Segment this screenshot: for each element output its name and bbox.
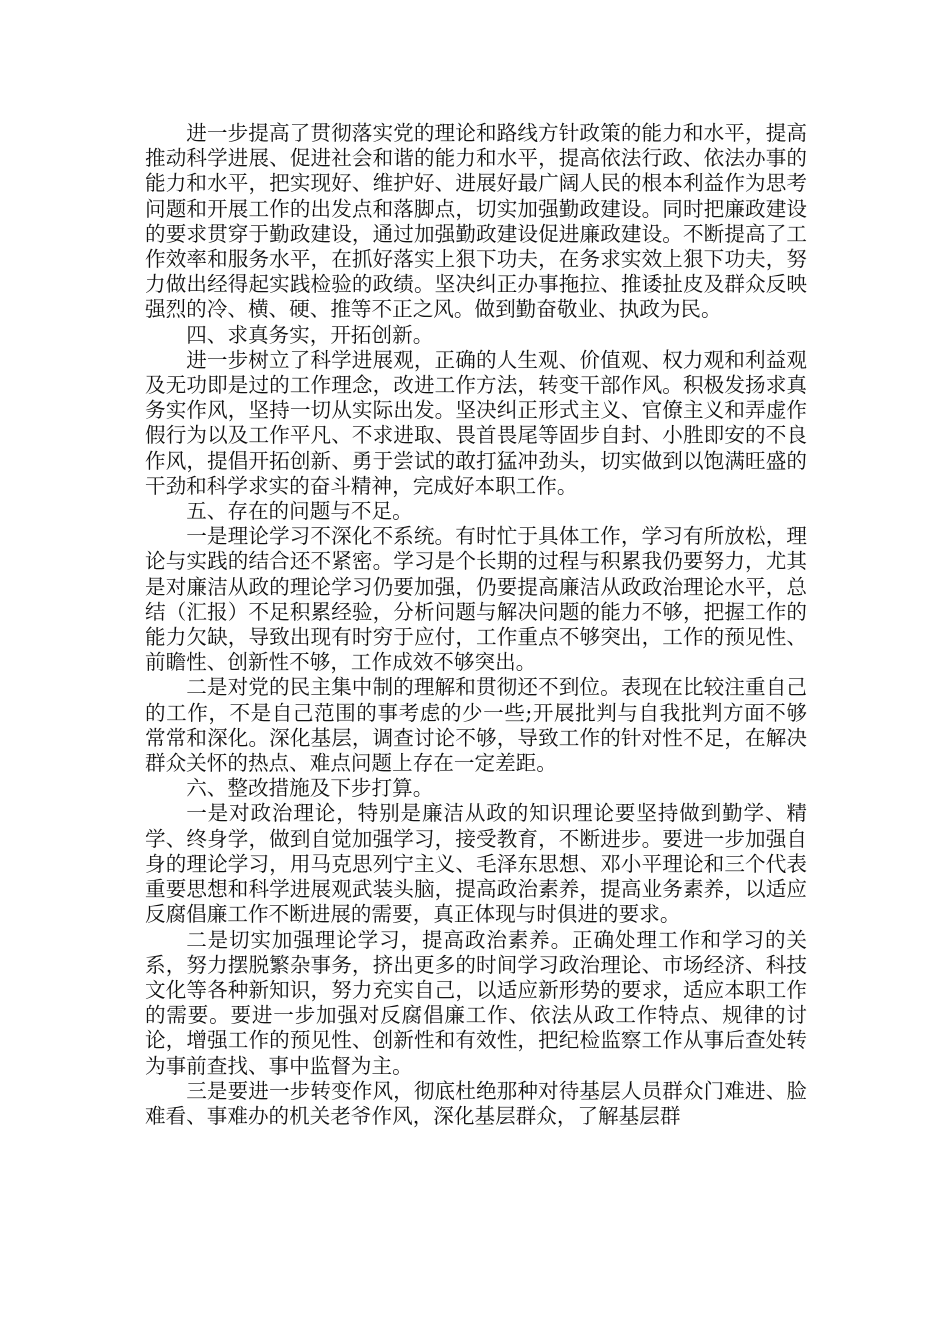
heading-section-six: 六、整改措施及下步打算。 xyxy=(186,776,434,801)
paragraph-measure-three: 三是要进一步转变作风，彻底杜绝那种对待基层人员群众门难进、脸难看、事难办的机关老爷作风，深化基层群众，了解基层群 xyxy=(145,1078,807,1128)
paragraph-measure-two: 二是切实加强理论学习，提高政治素养。正确处理工作和学习的关系，努力摆脱繁杂事务，挤出更多的时间学习政治理论、市场经济、科技文化等各种新知识，努力充实自己，以适应新形势的要求，适应本职工作的需要。要进一步加强对反腐倡廉工作、依法从政工作特点、规律的讨论，增强工作的预见性、创新性和有效性，把纪检监察工作从事后查处转为事前查找、事中监督为主。 xyxy=(145,927,807,1078)
document-body xyxy=(145,121,807,1129)
paragraph-problem-two: 二是对党的民主集中制的理解和贯彻还不到位。表现在比较注重自己的工作，不是自己范围的事考虑的少一些;开展批判与自我批判方面不够常常和深化。深化基层，调查讨论不够，导致工作的针对性不足，在解决群众关怀的热点、难点问题上存在一定差距。 xyxy=(145,675,807,776)
paragraph-pragmatic-innovation: 进一步树立了科学进展观，正确的人生观、价值观、权力观和利益观及无功即是过的工作理念，改进工作方法，转变干部作风。积极发扬求真务实作风，坚持一切从实际出发。坚决纠正形式主义、官僚主义和弄虚作假行为以及工作平凡、不求进取、畏首畏尾等固步自封、小胜即安的不良作风，提倡开拓创新、勇于尝试的敢打猛冲劲头，切实做到以饱满旺盛的干劲和科学求实的奋斗精神，完成好本职工作。 xyxy=(145,347,807,498)
heading-section-four: 四、求真务实，开拓创新。 xyxy=(186,322,434,347)
paragraph-problem-one: 一是理论学习不深化不系统。有时忙于具体工作，学习有所放松，理论与实践的结合还不紧密。学习是个长期的过程与积累我仍要努力，尤其是对廉洁从政的理论学习仍要加强，仍要提高廉洁从政政治理论水平，总结（汇报）不足积累经验，分析问题与解决问题的能力不够，把握工作的能力欠缺，导致出现有时穷于应付，工作重点不够突出，工作的预见性、前瞻性、创新性不够，工作成效不够突出。 xyxy=(145,524,807,675)
paragraph-diligent-governance: 进一步提高了贯彻落实党的理论和路线方针政策的能力和水平，提高推动科学进展、促进社会和谐的能力和水平，提高依法行政、依法办事的能力和水平，把实现好、维护好、进展好最广阔人民的根本利益作为思考问题和开展工作的出发点和落脚点，切实加强勤政建设。同时把廉政建设的要求贯穿于勤政建设，通过加强勤政建设促进廉政建设。不断提高了工作效率和服务水平，在抓好落实上狠下功夫，在务求实效上狠下功夫，努力做出经得起实践检验的政绩。坚决纠正办事拖拉、推诿扯皮及群众反映强烈的冷、横、硬、推等不正之风。做到勤奋敬业、执政为民。 xyxy=(145,121,807,322)
heading-section-five: 五、存在的问题与不足。 xyxy=(186,499,413,524)
paragraph-measure-one: 一是对政治理论，特别是廉洁从政的知识理论要坚持做到勤学、精学、终身学，做到自觉加强学习，接受教育，不断进步。要进一步加强自身的理论学习，用马克思列宁主义、毛泽东思想、邓小平理论和三个代表重要思想和科学进展观武装头脑，提高政治素养，提高业务素养，以适应反腐倡廉工作不断进展的需要，真正体现与时俱进的要求。 xyxy=(145,801,807,927)
